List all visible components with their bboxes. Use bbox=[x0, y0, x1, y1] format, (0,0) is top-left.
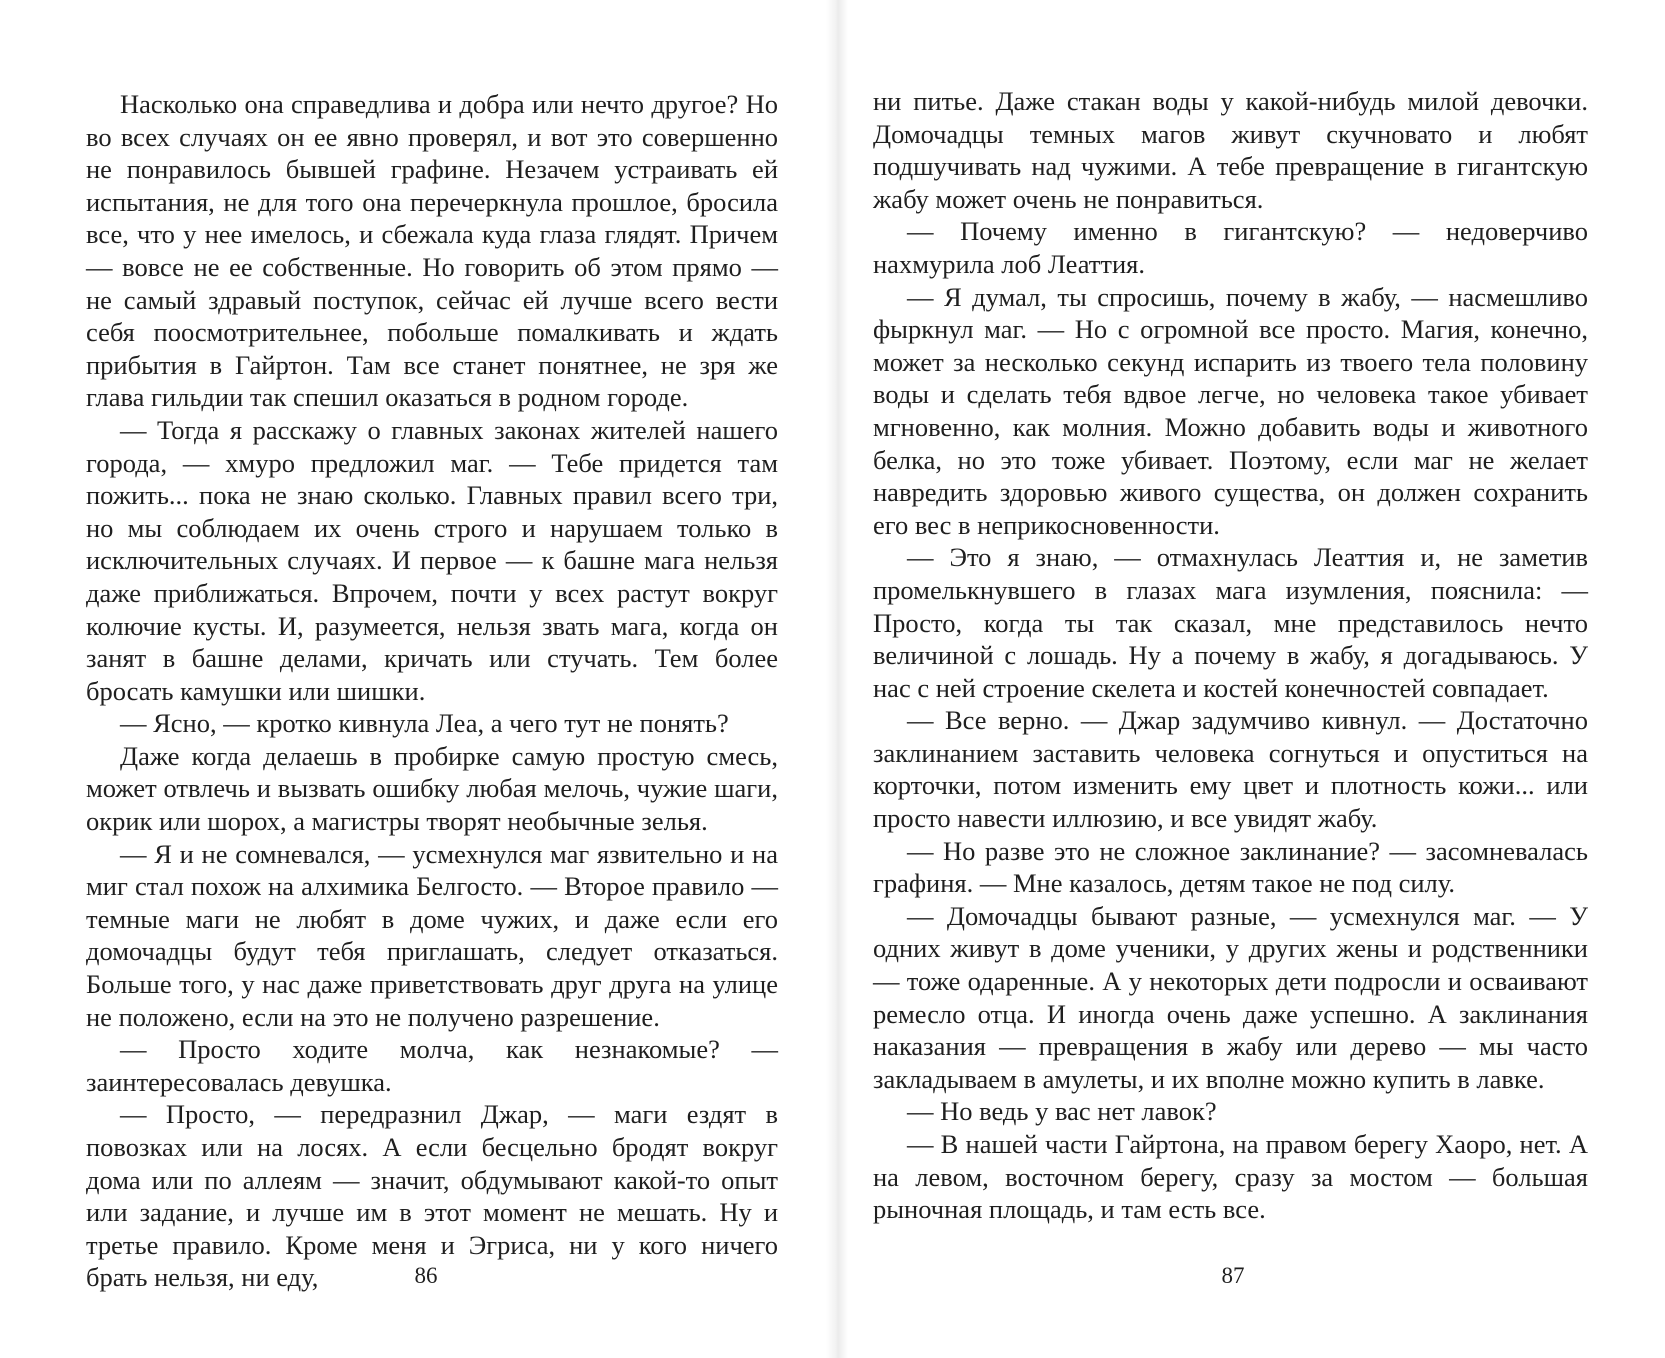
paragraph: — В нашей части Гайртона, на правом берегу Хаоро, нет. А на левом, восточном берегу, сразу за мостом — большая рыночная площадь, и там есть все. bbox=[873, 1129, 1588, 1225]
right-page-text bbox=[873, 85, 1588, 1226]
paragraph: — Это я знаю, — отмахнулась Леаттия и, не заметив промелькнувшего в глазах мага изумления, пояснила: — Просто, когда ты так сказал, мне представилось нечто величиной с лошадь. Ну а почему в жабу, я догадываюсь. У нас с ней строение скелета и костей конечностей совпадает. bbox=[873, 542, 1588, 703]
paragraph: — Тогда я расскажу о главных законах жителей нашего города, — хмуро предложил маг. — Тебе придется там пожить... пока не знаю сколько. Главных правил всего три, но мы соблюдаем их очень строго и нарушаем только в исключительных случаях. И первое — к башне мага нельзя даже приближаться. Впрочем, почти у всех растут вокруг колючие кусты. И, разумеется, нельзя звать мага, когда он занят в башне делами, кричать или стучать. Тем более бросать камушки или шишки. bbox=[86, 414, 778, 706]
paragraph: — Домочадцы бывают разные, — усмехнулся маг. — У одних живут в доме ученики, у других жены и родственники — тоже одаренные. А у некоторых дети подросли и осваивают ремесло отца. И иногда очень даже успешно. А заклинания наказания — превращения в жабу или дерево — мы часто закладываем в амулеты, и их вполне можно купить в лавке. bbox=[873, 900, 1588, 1094]
paragraph: — Все верно. — Джар задумчиво кивнул. — Достаточно заклинанием заставить человека согнуться и опуститься на корточки, потом изменить ему цвет и плотность кожи... или просто навести иллюзию, и все увидят жабу. bbox=[873, 705, 1588, 834]
paragraph: — Я думал, ты спросишь, почему в жабу, — насмешливо фыркнул маг. — Но с огромной все просто. Магия, конечно, может за несколько секунд испарить из твоего тела половину воды и сделать тебя вдвое легче, но человека такое убивает мгновенно, как молния. Можно добавить воды и животного белка, но это тоже убивает. Поэтому, если маг не желает навредить здоровью живого существа, он должен сохранить его вес в неприкосновенности. bbox=[873, 281, 1588, 540]
paragraph: — Но разве это не сложное заклинание? — засомневалась графиня. — Мне казалось, детям такое не под силу. bbox=[873, 835, 1588, 899]
paragraph: — Просто, — передразнил Джар, — маги ездят в повозках или на лосях. А если бесцельно бродят вокруг дома или по аллеям — значит, обдумывают какой-то опыт или задание, и лучше им в этот момент не мешать. Ну и третье правило. Кроме меня и Эгриса, ни у кого ничего брать нельзя, ни еду, bbox=[86, 1099, 778, 1293]
paragraph-continuation: ни питье. Даже стакан воды у какой-нибудь милой девочки. Домочадцы темных магов живут скучновато и любят подшучивать над чужими. А тебе превращение в гигантскую жабу может очень не понравиться. bbox=[873, 86, 1588, 214]
paragraph: Даже когда делаешь в пробирке самую простую смесь, может отвлечь и вызвать ошибку любая мелочь, чужие шаги, окрик или шорох, а магистры творят необычные зелья. bbox=[86, 740, 778, 837]
paragraph: — Но ведь у вас нет лавок? bbox=[907, 1096, 1217, 1127]
paragraph: — Ясно, — кротко кивнула Леа, а чего тут не понять? bbox=[120, 708, 729, 739]
page-number: 87 bbox=[1221, 1263, 1245, 1288]
left-page-text bbox=[86, 88, 778, 1294]
paragraph: — Почему именно в гигантскую? — недоверчиво нахмурила лоб Леаттия. bbox=[873, 216, 1588, 279]
right-page bbox=[848, 0, 1665, 1358]
paragraph: — Я и не сомневался, — усмехнулся маг язвительно и на миг стал похож на алхимика Белгосто. — Второе правило — темные маги не любят в доме чужих, и даже если его домочадцы будут тебя приглашать, следует отказаться. Больше того, у нас даже приветствовать друг друга на улице не положено, если на это не получено разрешение. bbox=[86, 838, 778, 1032]
page-number: 86 bbox=[414, 1263, 438, 1288]
paragraph: — Просто ходите молча, как незнакомые? — заинтересовалась девушка. bbox=[86, 1034, 778, 1097]
page-gutter bbox=[826, 0, 848, 1358]
paragraph: Насколько она справедлива и добра или нечто другое? Но во всех случаях он ее явно проверял, и вот это совершенно не понравилось бывшей графине. Незачем устраивать ей испытания, не для того она перечеркнула прошлое, бросила все, что у нее имелось, и сбежала куда глаза глядят. Причем — вовсе не ее собственные. Но говорить об этом прямо — не самый здравый поступок, сейчас ей лучше всего вести себя поосмотрительнее, побольше помалкивать и ждать прибытия в Гайртон. Там все станет понятнее, не зря же глава гильдии так спешил оказаться в родном городе. bbox=[86, 89, 778, 413]
left-page bbox=[0, 0, 826, 1358]
